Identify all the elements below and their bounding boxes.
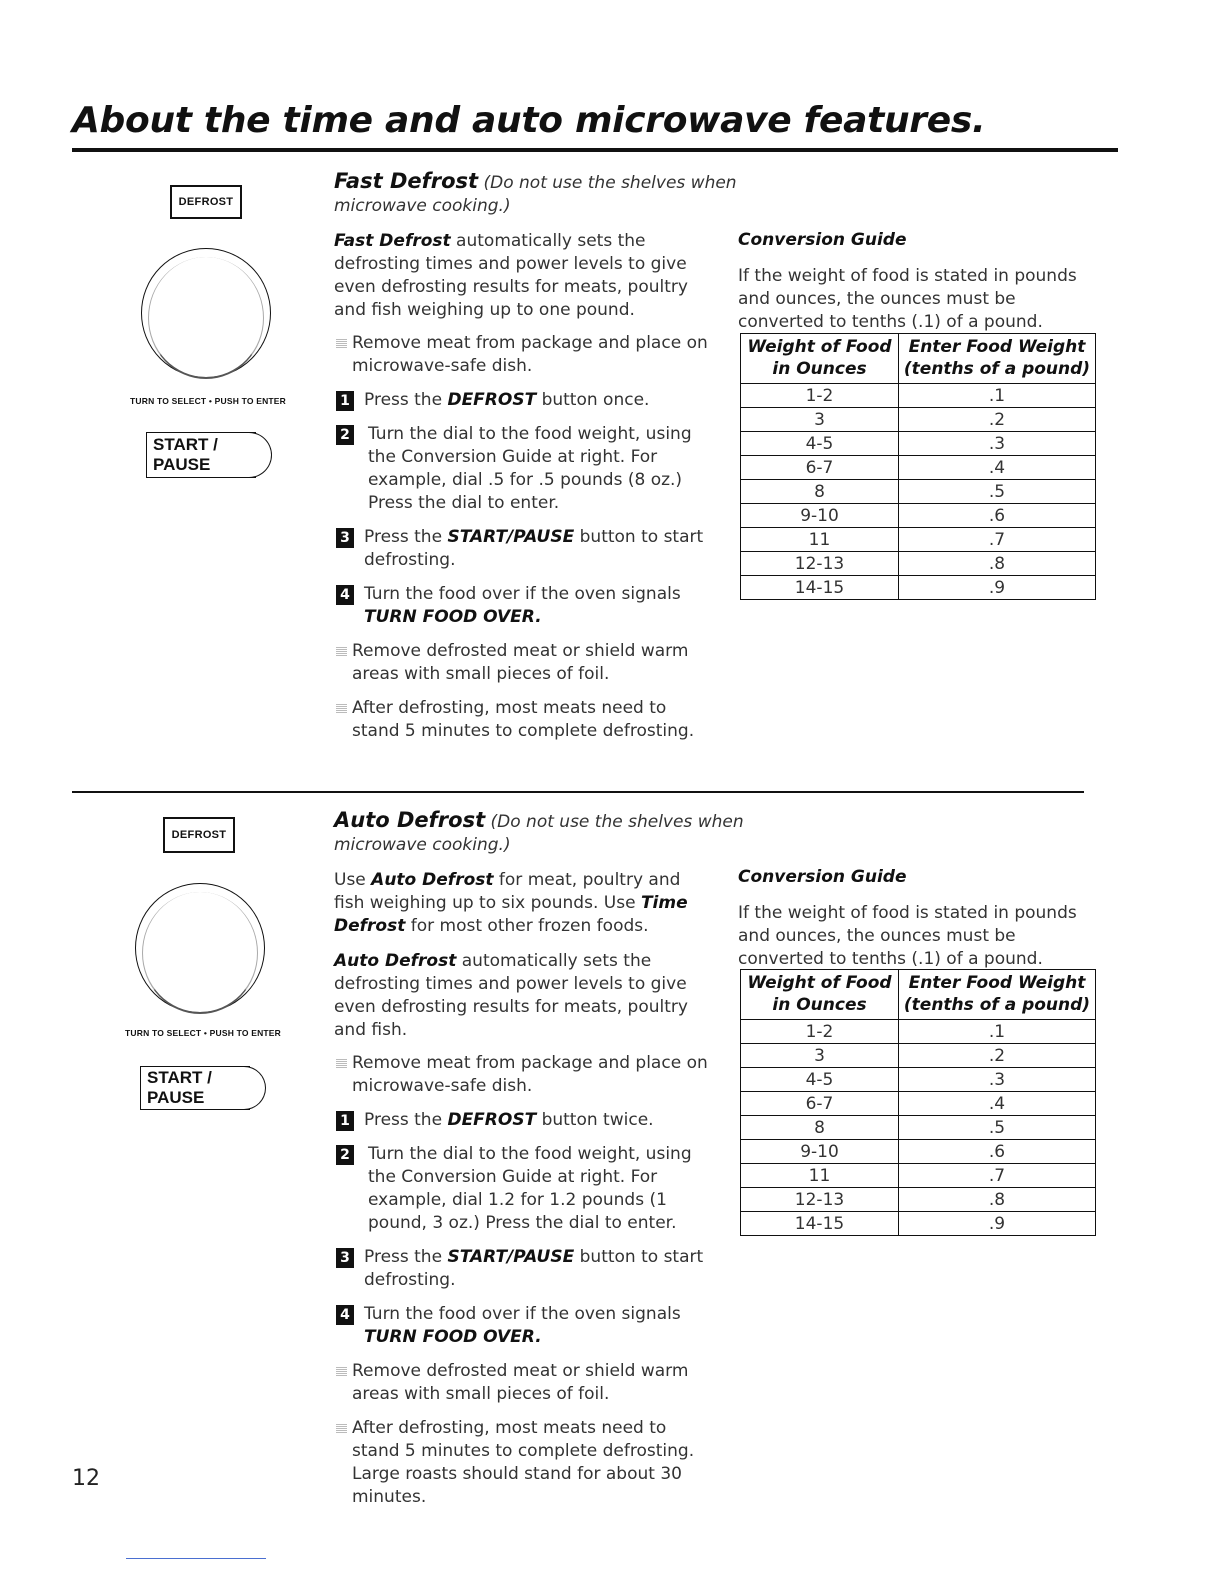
intro-bold: Fast Defrost bbox=[334, 231, 451, 251]
cell-tenths: .4 bbox=[899, 456, 1096, 480]
bullet-icon bbox=[336, 1366, 347, 1376]
conversion-guide-title: Conversion Guide bbox=[738, 230, 907, 250]
bullet-item bbox=[334, 640, 714, 686]
table-header-row bbox=[741, 970, 1096, 1020]
table-row bbox=[741, 1140, 1096, 1164]
conversion-table bbox=[740, 333, 1096, 600]
cell-tenths: .3 bbox=[899, 1068, 1096, 1092]
bullet-icon bbox=[336, 1058, 347, 1068]
bullet-text: After defrosting, most meats need to stand 5 minutes to complete defrosting. Large roasts should stand for about 30 minutes. bbox=[352, 1418, 695, 1507]
section-note-cont: microwave cooking.) bbox=[334, 835, 511, 855]
step-3 bbox=[334, 1246, 714, 1292]
step-4 bbox=[334, 583, 714, 629]
table-body bbox=[741, 384, 1096, 600]
bullet-text: After defrosting, most meats need to stand 5 minutes to complete defrosting. bbox=[352, 698, 695, 741]
conversion-guide-text: If the weight of food is stated in pounds and ounces, the ounces must be converted to tenths (.1) of a pound. bbox=[738, 903, 1077, 969]
page-number: 12 bbox=[72, 1466, 100, 1491]
fast-defrost-section bbox=[334, 169, 737, 743]
cell-tenths: .2 bbox=[899, 408, 1096, 432]
start-pause-button-illustration: START / PAUSE bbox=[146, 432, 256, 478]
step-number-3-icon: 3 bbox=[336, 528, 354, 548]
table-row bbox=[741, 1020, 1096, 1044]
page-title: About the time and auto microwave features. bbox=[72, 100, 986, 141]
section-note-cont: microwave cooking.) bbox=[334, 196, 511, 216]
cell-tenths: .9 bbox=[899, 1212, 1096, 1236]
step-number-1-icon: 1 bbox=[336, 1111, 354, 1131]
cell-ounces: 6-7 bbox=[741, 1092, 899, 1116]
cell-ounces: 3 bbox=[741, 408, 899, 432]
cell-ounces: 11 bbox=[741, 528, 899, 552]
cell-ounces: 8 bbox=[741, 480, 899, 504]
step-text: Turn the dial to the food weight, using the Conversion Guide at right. For example, dial .5 for .5 pounds (8 oz.) Press the dial to enter. bbox=[368, 424, 692, 513]
table-row bbox=[741, 1068, 1096, 1092]
step-number-1-icon: 1 bbox=[336, 391, 354, 411]
table-row bbox=[741, 432, 1096, 456]
step-1 bbox=[334, 389, 714, 412]
cell-ounces: 6-7 bbox=[741, 456, 899, 480]
table-row bbox=[741, 480, 1096, 504]
step-text: Press the DEFROST button once. bbox=[364, 390, 650, 410]
cell-tenths: .1 bbox=[899, 384, 1096, 408]
cell-tenths: .7 bbox=[899, 528, 1096, 552]
step-number-4-icon: 4 bbox=[336, 1305, 354, 1325]
dial-caption: TURN TO SELECT • PUSH TO ENTER bbox=[130, 396, 287, 406]
step-number-2-icon: 2 bbox=[336, 1145, 354, 1165]
column-header-weight: Weight of Food in Ounces bbox=[741, 334, 899, 384]
dial-caption: TURN TO SELECT • PUSH TO ENTER bbox=[125, 1028, 282, 1038]
table-row bbox=[741, 528, 1096, 552]
cell-tenths: .7 bbox=[899, 1164, 1096, 1188]
step-number-2-icon: 2 bbox=[336, 425, 354, 445]
intro-paragraph bbox=[334, 230, 714, 322]
cell-ounces: 3 bbox=[741, 1044, 899, 1068]
bullet-item bbox=[334, 332, 714, 378]
table-row bbox=[741, 1188, 1096, 1212]
bullet-item bbox=[334, 1417, 714, 1509]
table-row bbox=[741, 1092, 1096, 1116]
bullet-text: Remove defrosted meat or shield warm areas with small pieces of foil. bbox=[352, 641, 689, 684]
intro-bold: Auto Defrost bbox=[334, 951, 457, 971]
cell-ounces: 14-15 bbox=[741, 576, 899, 600]
cell-ounces: 12-13 bbox=[741, 552, 899, 576]
table-row bbox=[741, 456, 1096, 480]
start-pause-button-illustration: START / PAUSE bbox=[140, 1066, 250, 1110]
footer-line bbox=[126, 1558, 266, 1559]
table-row bbox=[741, 552, 1096, 576]
table-row bbox=[741, 1164, 1096, 1188]
cell-ounces: 9-10 bbox=[741, 504, 899, 528]
title-rule bbox=[72, 148, 1118, 152]
section-note: (Do not use the shelves when bbox=[490, 812, 744, 832]
auto-defrost-section bbox=[334, 808, 744, 1509]
step-text: Press the DEFROST button twice. bbox=[364, 1110, 654, 1130]
section-note: (Do not use the shelves when bbox=[483, 173, 737, 193]
bullet-icon bbox=[336, 646, 347, 656]
step-text: Turn the food over if the oven signals TURN FOOD OVER. bbox=[364, 584, 681, 627]
step-3 bbox=[334, 526, 714, 572]
cell-ounces: 1-2 bbox=[741, 1020, 899, 1044]
intro-text: automatically sets the defrosting times and power levels to give even defrosting results for meats, poultry and fish weighing up to one pound. bbox=[334, 231, 688, 320]
conversion-table bbox=[740, 969, 1096, 1236]
cell-tenths: .5 bbox=[899, 480, 1096, 504]
table-row bbox=[741, 504, 1096, 528]
step-text: Press the START/PAUSE button to start defrosting. bbox=[364, 1247, 704, 1290]
conversion-guide-text: If the weight of food is stated in pounds and ounces, the ounces must be converted to tenths (.1) of a pound. bbox=[738, 266, 1077, 332]
cell-ounces: 1-2 bbox=[741, 384, 899, 408]
step-text: Turn the dial to the food weight, using the Conversion Guide at right. For example, dial 1.2 for 1.2 pounds (1 pound, 3 oz.) Press the dial to enter. bbox=[368, 1144, 692, 1233]
bullet-icon bbox=[336, 338, 347, 348]
section-name: Fast Defrost bbox=[334, 169, 479, 193]
intro-text: automatically sets the defrosting times and power levels to give even defrosting results for meats, poultry and fish. bbox=[334, 951, 688, 1040]
step-1 bbox=[334, 1109, 714, 1132]
section-divider bbox=[72, 791, 1084, 793]
cell-tenths: .3 bbox=[899, 432, 1096, 456]
step-text: Turn the food over if the oven signals TURN FOOD OVER. bbox=[364, 1304, 681, 1347]
step-4 bbox=[334, 1303, 714, 1349]
cell-ounces: 9-10 bbox=[741, 1140, 899, 1164]
bullet-text: Remove defrosted meat or shield warm areas with small pieces of foil. bbox=[352, 1361, 689, 1404]
cell-tenths: .6 bbox=[899, 504, 1096, 528]
cell-tenths: .1 bbox=[899, 1020, 1096, 1044]
table-row bbox=[741, 408, 1096, 432]
table-row bbox=[741, 576, 1096, 600]
intro-paragraph bbox=[334, 950, 714, 1042]
cell-tenths: .5 bbox=[899, 1116, 1096, 1140]
bullet-text: Remove meat from package and place on microwave-safe dish. bbox=[352, 333, 708, 376]
cell-tenths: .4 bbox=[899, 1092, 1096, 1116]
step-2 bbox=[334, 1143, 714, 1235]
cell-tenths: .6 bbox=[899, 1140, 1096, 1164]
conversion-guide-title: Conversion Guide bbox=[738, 867, 907, 887]
defrost-button-illustration: DEFROST bbox=[163, 817, 235, 853]
section-heading bbox=[334, 169, 737, 195]
cell-tenths: .2 bbox=[899, 1044, 1096, 1068]
table-row bbox=[741, 1212, 1096, 1236]
table-header-row bbox=[741, 334, 1096, 384]
step-text: Press the START/PAUSE button to start defrosting. bbox=[364, 527, 704, 570]
step-number-4-icon: 4 bbox=[336, 585, 354, 605]
step-number-3-icon: 3 bbox=[336, 1248, 354, 1268]
cell-ounces: 14-15 bbox=[741, 1212, 899, 1236]
table-row bbox=[741, 384, 1096, 408]
bullet-item bbox=[334, 1052, 714, 1098]
defrost-button-illustration: DEFROST bbox=[170, 185, 242, 219]
step-2 bbox=[334, 423, 714, 515]
cell-ounces: 12-13 bbox=[741, 1188, 899, 1212]
bullet-item bbox=[334, 1360, 714, 1406]
table-body bbox=[741, 1020, 1096, 1236]
column-header-enter: Enter Food Weight (tenths of a pound) bbox=[899, 334, 1096, 384]
cell-tenths: .8 bbox=[899, 1188, 1096, 1212]
bullet-text: Remove meat from package and place on microwave-safe dish. bbox=[352, 1053, 708, 1096]
cell-tenths: .9 bbox=[899, 576, 1096, 600]
section-heading bbox=[334, 808, 744, 834]
cell-tenths: .8 bbox=[899, 552, 1096, 576]
bullet-icon bbox=[336, 703, 347, 713]
bullet-item bbox=[334, 697, 714, 743]
table-row bbox=[741, 1116, 1096, 1140]
dial-illustration bbox=[141, 248, 271, 378]
cell-ounces: 4-5 bbox=[741, 432, 899, 456]
table-row bbox=[741, 1044, 1096, 1068]
cell-ounces: 4-5 bbox=[741, 1068, 899, 1092]
column-header-weight: Weight of Food in Ounces bbox=[741, 970, 899, 1020]
column-header-enter: Enter Food Weight (tenths of a pound) bbox=[899, 970, 1096, 1020]
usage-paragraph: Use Auto Defrost for meat, poultry and fish weighing up to six pounds. Use Time Defrost for most other frozen foods. bbox=[334, 870, 688, 936]
cell-ounces: 8 bbox=[741, 1116, 899, 1140]
dial-illustration bbox=[135, 883, 265, 1013]
section-name: Auto Defrost bbox=[334, 808, 486, 832]
cell-ounces: 11 bbox=[741, 1164, 899, 1188]
bullet-icon bbox=[336, 1423, 347, 1433]
